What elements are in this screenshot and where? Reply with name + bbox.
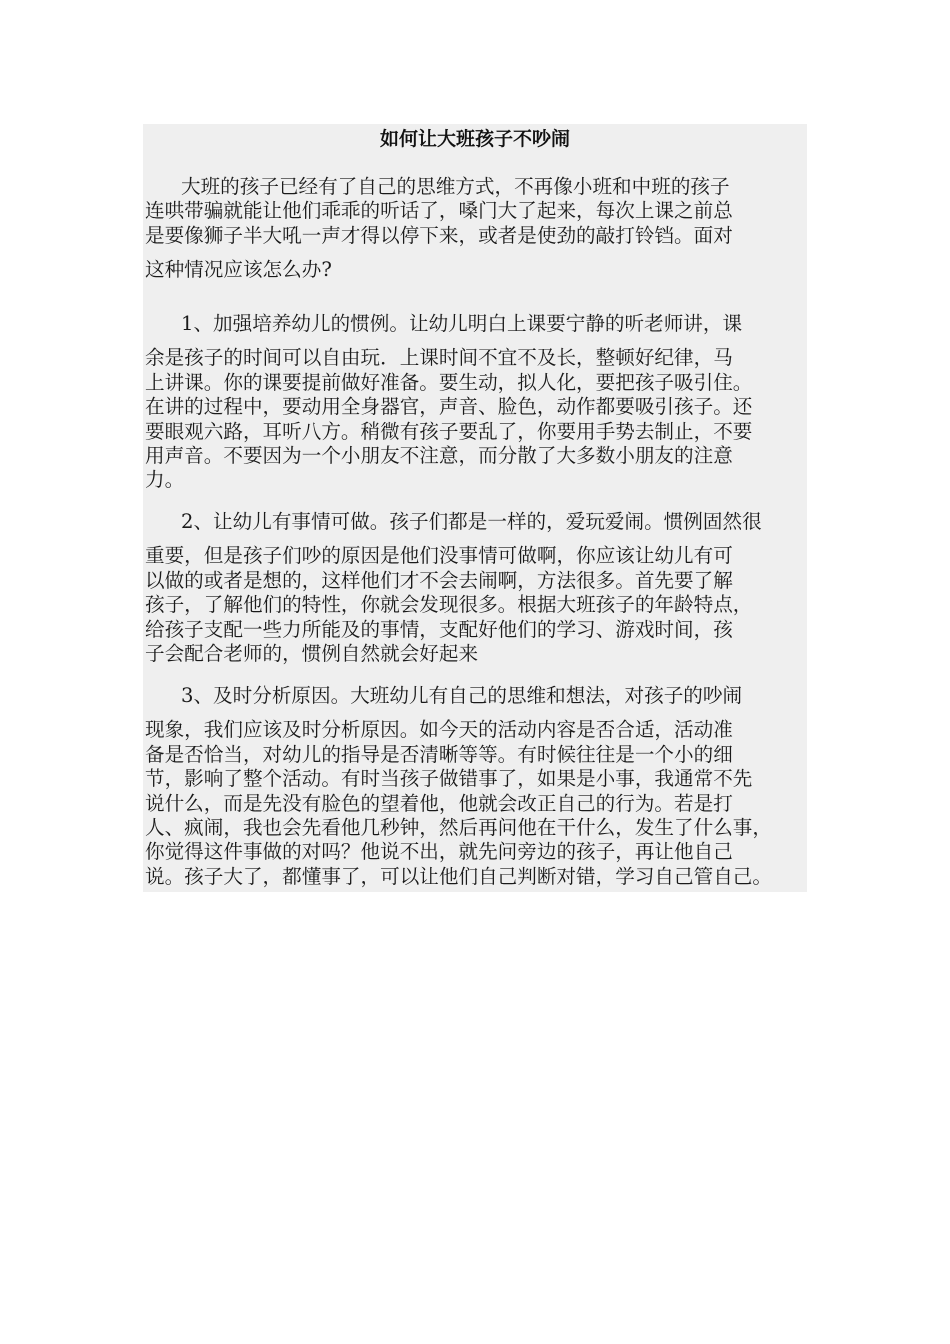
intro-paragraph	[145, 175, 809, 283]
point-1-paragraph	[145, 312, 809, 493]
point-2-line-2: 重要，但是孩子们吵的原因是他们没事情可做啊，你应该让幼儿有可	[145, 544, 733, 568]
point-3-line-4: 节，影响了整个活动。有时当孩子做错事了，如果是小事，我通常不先	[145, 767, 753, 791]
point-1-line-6: 用声音。不要因为一个小朋友不注意，而分散了大多数小朋友的注意	[145, 444, 733, 468]
point-1-line-3: 上讲课。你的课要提前做好准备。要生动，拟人化，要把孩子吸引住。	[145, 370, 753, 394]
point-1-line-1: 1、加强培养幼儿的惯例。让幼儿明白上课要宁静的听老师讲，课	[181, 312, 743, 335]
intro-line-2: 连哄带骗就能让他们乖乖的听话了，嗓门大了起来，每次上课之前总	[145, 199, 733, 223]
intro-line-4: 这种情况应该怎么办?	[145, 258, 332, 282]
point-3-line-8: 说。孩子大了，都懂事了，可以让他们自己判断对错，学习自己管自己。	[145, 864, 772, 888]
point-1-line-5: 要眼观六路，耳听八方。稍微有孩子要乱了，你要用手势去制止，不要	[145, 419, 753, 443]
point-3-paragraph	[145, 684, 809, 889]
point-1-line-2: 余是孩子的时间可以自由玩．上课时间不宜不及长，整顿好纪律，马	[145, 346, 733, 370]
point-3-line-6: 人、疯闹，我也会先看他几秒钟，然后再问他在干什么，发生了什么事，	[145, 816, 772, 840]
document-content-area	[143, 124, 807, 892]
point-2-line-6: 子会配合老师的，惯例自然就会好起来	[145, 642, 479, 666]
intro-line-3: 是要像狮子半大吼一声才得以停下来，或者是使劲的敲打铃铛。面对	[145, 223, 733, 247]
document-title: 如何让大班孩子不吵闹	[379, 128, 570, 150]
point-2-line-3: 以做的或者是想的，这样他们才不会去闹啊，方法很多。首先要了解	[145, 568, 733, 592]
point-2-line-5: 给孩子支配一些力所能及的事情，支配好他们的学习、游戏时间，孩	[145, 617, 733, 641]
point-3-line-7: 你觉得这件事做的对吗？他说不出，就先问旁边的孩子，再让他自己	[145, 840, 733, 864]
point-3-line-3: 备是否恰当，对幼儿的指导是否清晰等等。有时候往往是一个小的细	[145, 742, 733, 766]
point-3-line-2: 现象，我们应该及时分析原因。如今天的活动内容是否合适，活动准	[145, 718, 733, 742]
point-3-line-5: 说什么，而是先没有脸色的望着他，他就会改正自己的行为。若是打	[145, 791, 733, 815]
point-1-line-4: 在讲的过程中，要动用全身器官，声音、脸色，动作都要吸引孩子。还	[145, 395, 753, 419]
point-3-line-1: 3、及时分析原因。大班幼儿有自己的思维和想法，对孩子的吵闹	[181, 684, 743, 707]
point-2-line-4: 孩子，了解他们的特性，你就会发现很多。根据大班孩子的年龄特点，	[145, 593, 753, 617]
point-2-line-1: 2、让幼儿有事情可做。孩子们都是一样的，爱玩爱闹。惯例固然很	[181, 510, 762, 533]
point-1-line-7: 力。	[145, 468, 185, 492]
intro-line-1: 大班的孩子已经有了自己的思维方式，不再像小班和中班的孩子	[181, 175, 730, 198]
point-2-paragraph	[145, 510, 809, 666]
